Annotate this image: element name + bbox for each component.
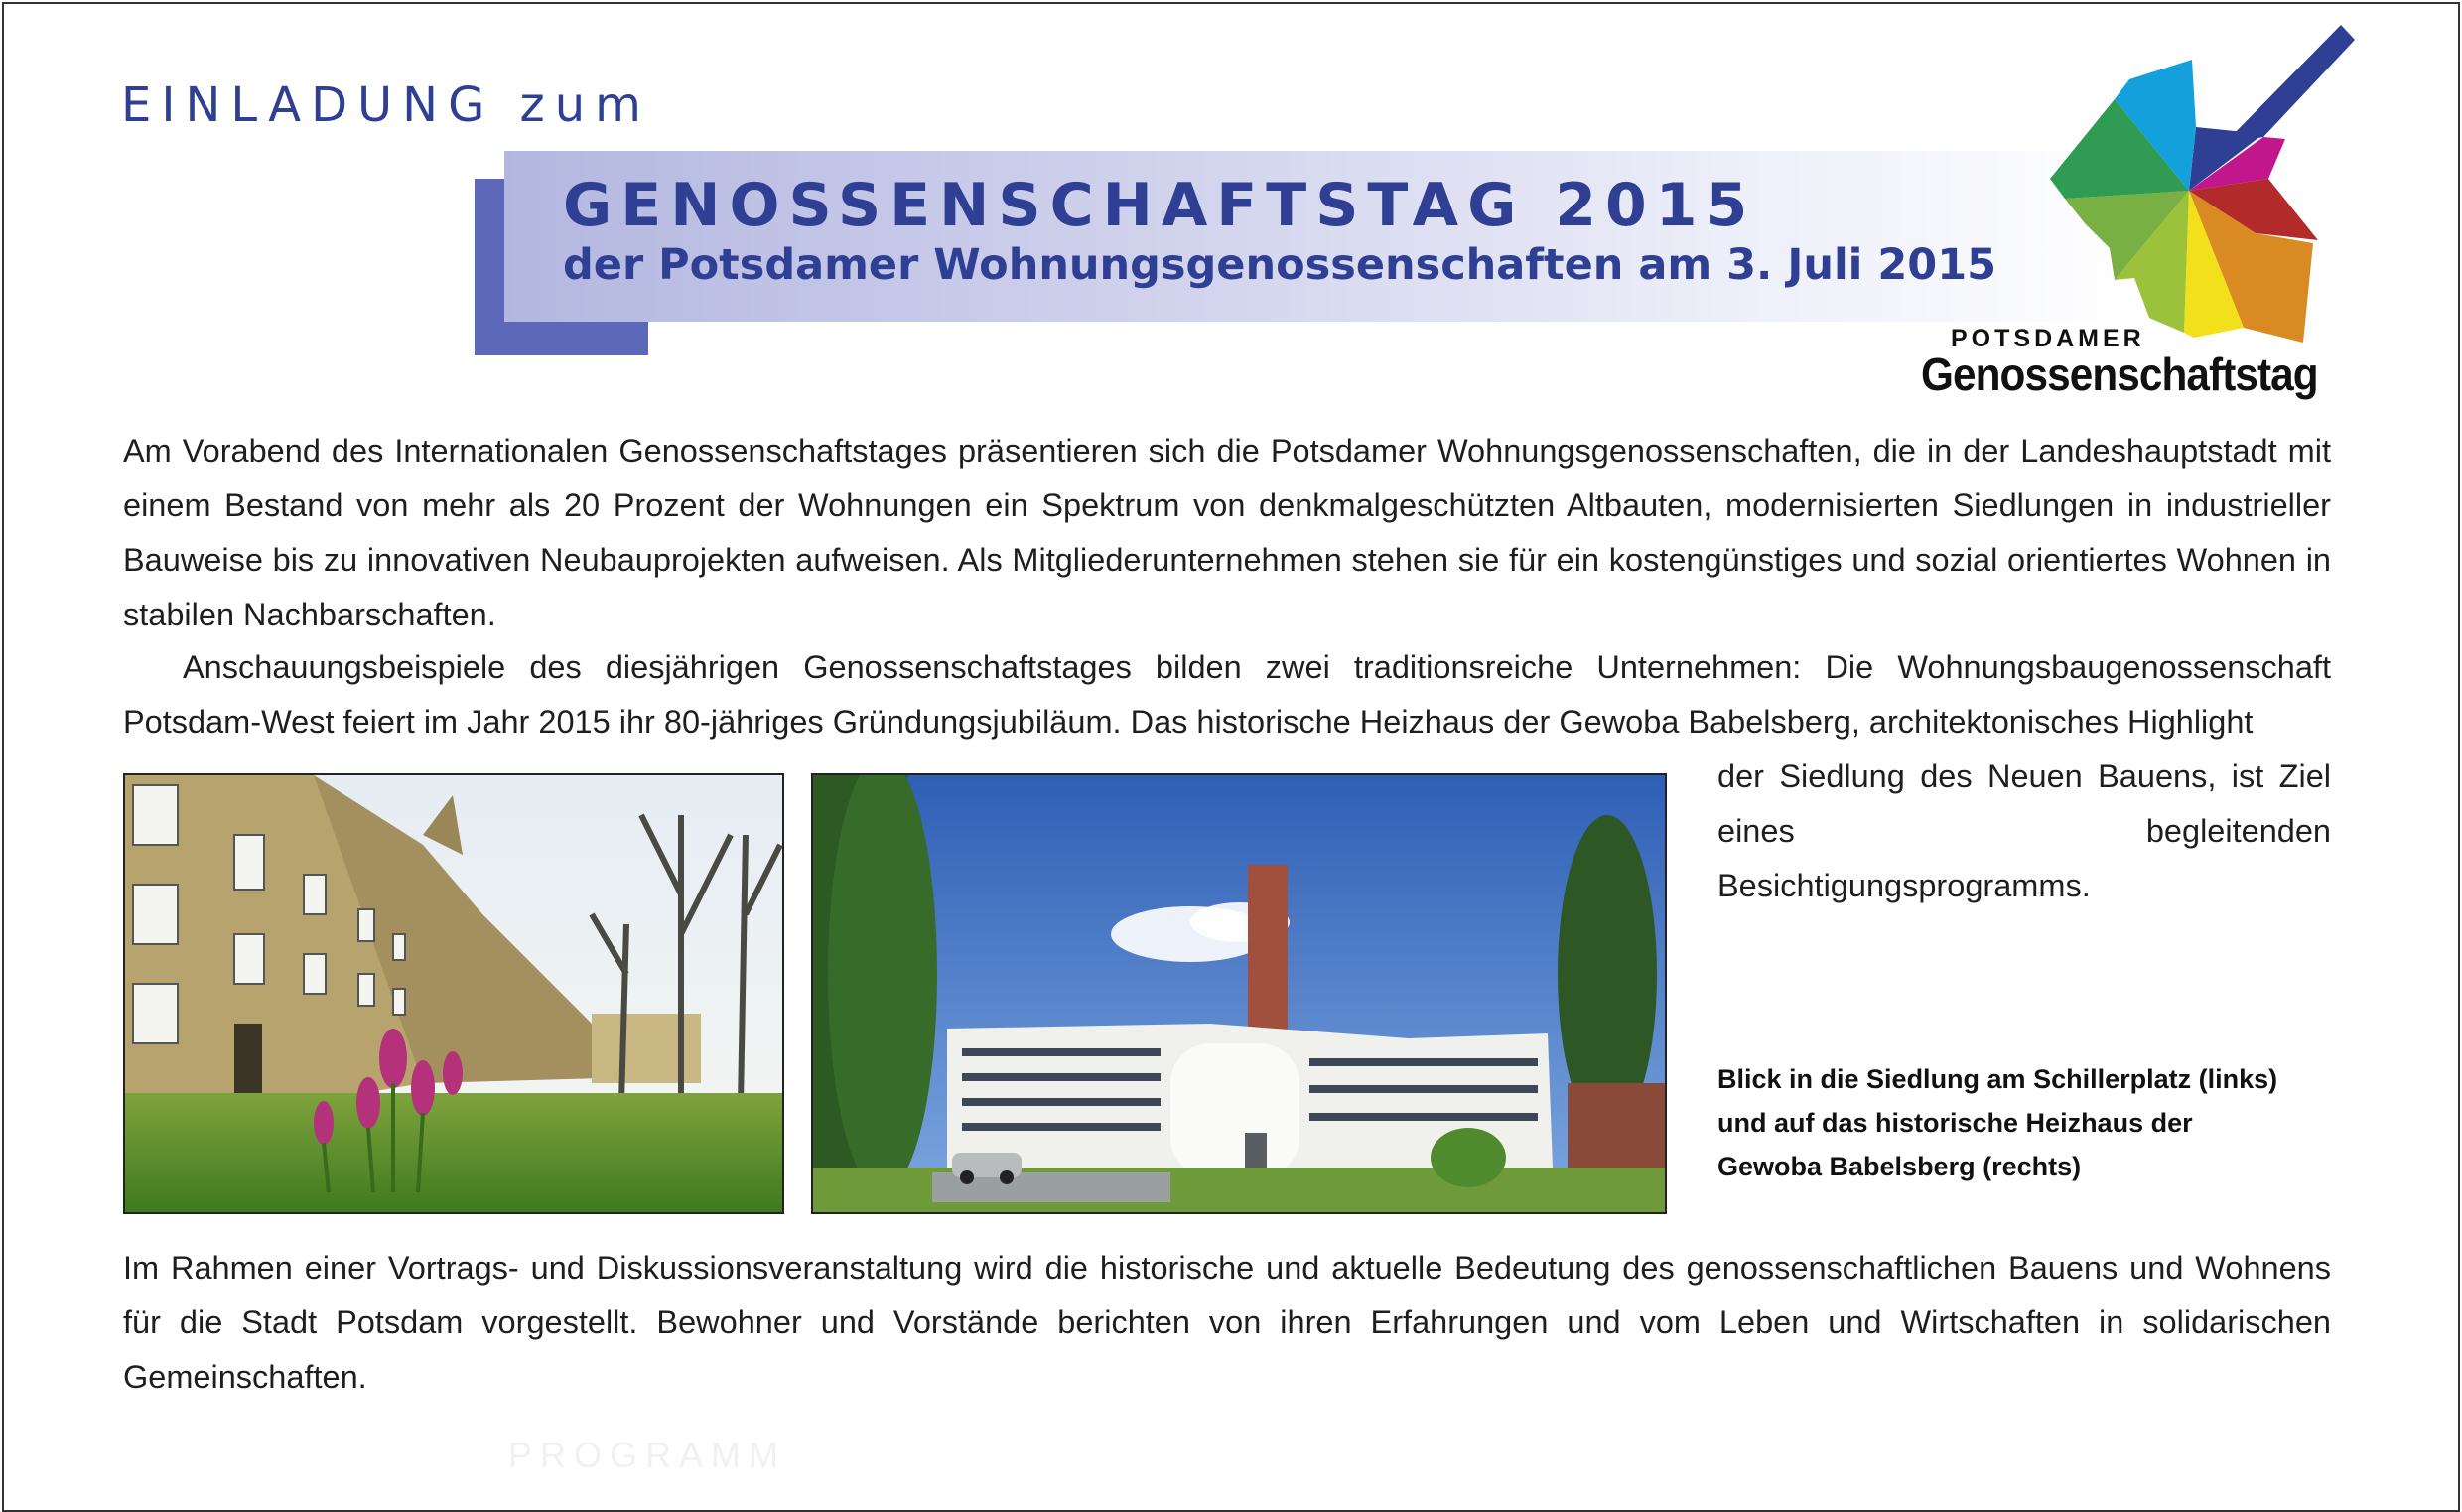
caption-line-3: Gewoba Babelsberg (rechts): [1717, 1152, 2082, 1181]
outro-paragraph: Im Rahmen einer Vortrags- und Diskussionsveranstaltung wird die historische und aktuelle Bedeutung des genossenschaftlichen Bauens und Wohnens für die Stadt Potsdam vorgestellt. Bewohner und Vorstände berichten von ihren Erfahrungen und vom Leben und Wirtschaften in solidarischen Gemeinschaften.: [123, 1250, 2331, 1395]
logo-wordmark-top: POTSDAMER: [1951, 325, 2145, 352]
photo-caption: [1717, 1057, 2353, 1188]
ghost-heading: PROGRAMM: [508, 1435, 786, 1475]
invitation-label: EINLADUNG zum: [121, 77, 651, 133]
event-subtitle: der Potsdamer Wohnungsgenossenschaften am 3. Juli 2015: [563, 240, 1997, 290]
logo-star-graphic: [2025, 20, 2363, 347]
logo-wordmark-main: Genossenschaftstag: [1921, 348, 2318, 400]
intro-paragraph-1: Am Vorabend des Internationalen Genossenschaftstages präsentieren sich die Potsdamer Wohnungsgenossenschaften, die in der Landeshauptstadt mit einem Bestand von mehr als 20 Prozent der Wohnungen ein Spektrum von denkmalgeschützten Altbauten, modernisierten Siedlungen in industrieller Bauweise bis zu innovativen Neubauprojekten aufweisen. Als Mitgliederunternehmen stehen sie für ein kostengünstiges und sozial orientiertes Wohnen in stabilen Nachbarschaften.: [123, 433, 2331, 632]
intro-paragraph-2-continued: der Siedlung des Neuen Bauens, ist Ziel eines begleitenden Besichtigungsprogramms.: [1717, 758, 2331, 903]
event-title: GENOSSENSCHAFTSTAG 2015: [563, 171, 1757, 240]
caption-line-1: Blick in die Siedlung am Schillerplatz (links): [1717, 1064, 2278, 1094]
intro-paragraph-2: Anschauungsbeispiele des diesjährigen Genossenschaftstages bilden zwei traditionsreiche Unternehmen: Die Wohnungsbaugenossenschaft Potsdam-West feiert im Jahr 2015 ihr 80-jähriges Gründungsjubiläum. Das historische Heizhaus der Gewoba Babelsberg, architektonisches Highlight: [123, 649, 2331, 740]
photo-heizhaus: [811, 773, 1667, 1214]
photo-schillerplatz: [123, 773, 784, 1214]
caption-line-2: und auf das historische Heizhaus der: [1717, 1108, 2193, 1138]
